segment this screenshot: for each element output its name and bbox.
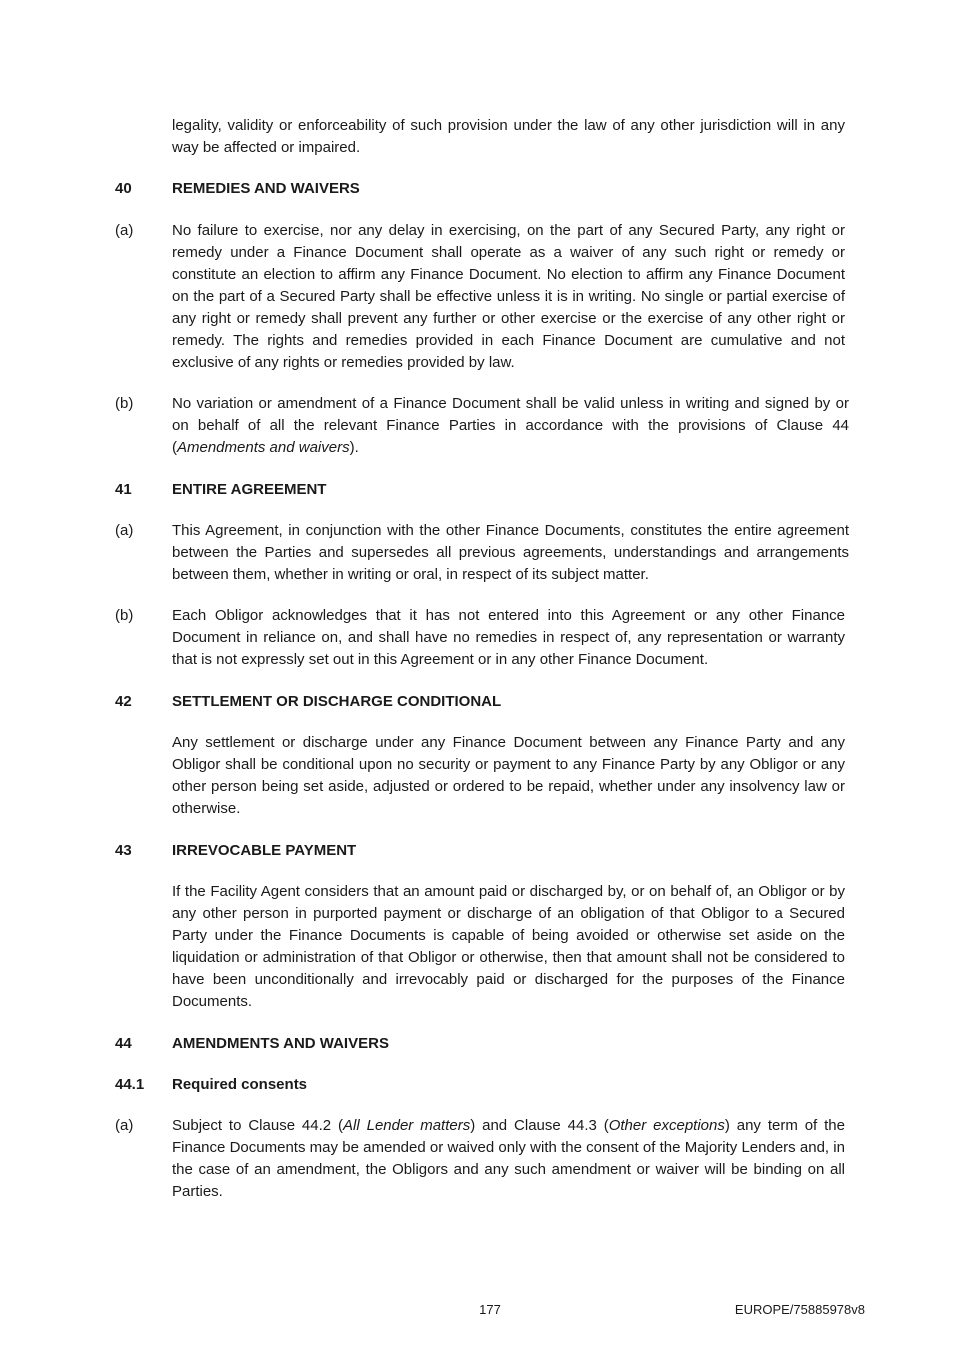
clause-44-number: 44	[115, 1035, 132, 1052]
clause-44-1-a-part1: Subject to Clause 44.2 (	[172, 1117, 344, 1134]
clause-44-1-number: 44.1	[115, 1076, 145, 1093]
clause-44-1-a-italic1: All Lender matters	[343, 1117, 471, 1134]
clause-40-a-text: No failure to exercise, nor any delay in exercising, on the part of any Secured Party, any right or remedy under a Finance Document shall operate as a waiver of any such right or remedy or constitute an election to affirm any Finance Document. No election to affirm any Finance Document on the part of a Secured Party shall be effective unless it is in writing. No single or partial exercise of any right or remedy shall prevent any further or other exercise or the exercise of any other right or remedy. The rights and remedies provided in each Finance Document are cumulative and not exclusive of any rights or remedies provided by law.	[172, 222, 845, 371]
clause-44-1-a-text	[172, 1115, 845, 1203]
clause-44-title: AMENDMENTS AND WAIVERS	[172, 1035, 389, 1052]
document-reference: EUROPE/75885978v8	[734, 1302, 865, 1317]
clause-44-1-a-label: (a)	[115, 1117, 134, 1134]
clause-41-b-text: Each Obligor acknowledges that it has not entered into this Agreement or any other Finance Document in reliance on, and shall have no remedies in respect of, any representation or warranty that is not expressly set out in this Agreement or in any other Finance Document.	[172, 607, 845, 668]
clause-44-1-a-part3: ) any term of the Finance Documents may be amended or waived only with the consent of the Majority Lenders and, in the case of an amendment, the Obligors and any such amendment or waiver will be binding on all Parties.	[172, 1117, 845, 1200]
clause-40-a-label: (a)	[115, 222, 134, 239]
clause-41-b-label: (b)	[115, 607, 134, 624]
clause-42-number: 42	[115, 693, 132, 710]
clause-43-text: If the Facility Agent considers that an amount paid or discharged by, or on behalf of, an Obligor or by any other person in purported payment or discharge of an obligation of that Obligor to a Secured Party under the Finance Documents is capable of being avoided or otherwise set aside on the liquidation or administration of that Obligor or otherwise, then that amount shall not be considered to have been unconditionally and irrevocably paid or discharged for the purposes of the Finance Documents.	[172, 883, 845, 1010]
clause-40-b-label: (b)	[115, 395, 134, 412]
clause-40-b-text-part1: No variation or amendment of a Finance Document shall be valid unless in writing and signed by or on behalf of all the relevant Finance Parties in accordance with the provisions of Clause 44 (	[172, 395, 849, 456]
intro-paragraph: legality, validity or enforceability of such provision under the law of any other jurisdiction will in any way be affected or impaired.	[172, 117, 845, 156]
clause-44-1-a-italic2: Other exceptions	[608, 1117, 725, 1134]
clause-41-a-text: This Agreement, in conjunction with the other Finance Documents, constitutes the entire agreement between the Parties and supersedes all previous agreements, understandings and arrangements between them, whether in writing or oral, in respect of its subject matter.	[172, 522, 849, 583]
clause-40-b-italic: Amendments and waivers	[177, 439, 350, 456]
clause-40-number: 40	[115, 180, 132, 197]
clause-43-number: 43	[115, 842, 132, 859]
clause-44-1-a-part2: ) and Clause 44.3 (	[470, 1117, 609, 1134]
clause-40-title: REMEDIES AND WAIVERS	[172, 180, 360, 197]
clause-42-text: Any settlement or discharge under any Finance Document between any Finance Party and any Obligor shall be conditional upon no security or payment to any Finance Party by any Obligor or any other person being set aside, adjusted or ordered to be repaid, whether under any insolvency law or otherwise.	[172, 734, 845, 817]
clause-40-b-text-part2: ).	[349, 439, 359, 456]
clause-41-title: ENTIRE AGREEMENT	[172, 481, 327, 498]
clause-40-b-text	[172, 393, 849, 459]
clause-41-number: 41	[115, 481, 132, 498]
clause-44-1-title: Required consents	[172, 1076, 308, 1093]
clause-42-title: SETTLEMENT OR DISCHARGE CONDITIONAL	[172, 693, 502, 710]
clause-43-title: IRREVOCABLE PAYMENT	[172, 842, 357, 859]
page-number: 177	[479, 1302, 501, 1317]
clause-41-a-label: (a)	[115, 522, 134, 539]
